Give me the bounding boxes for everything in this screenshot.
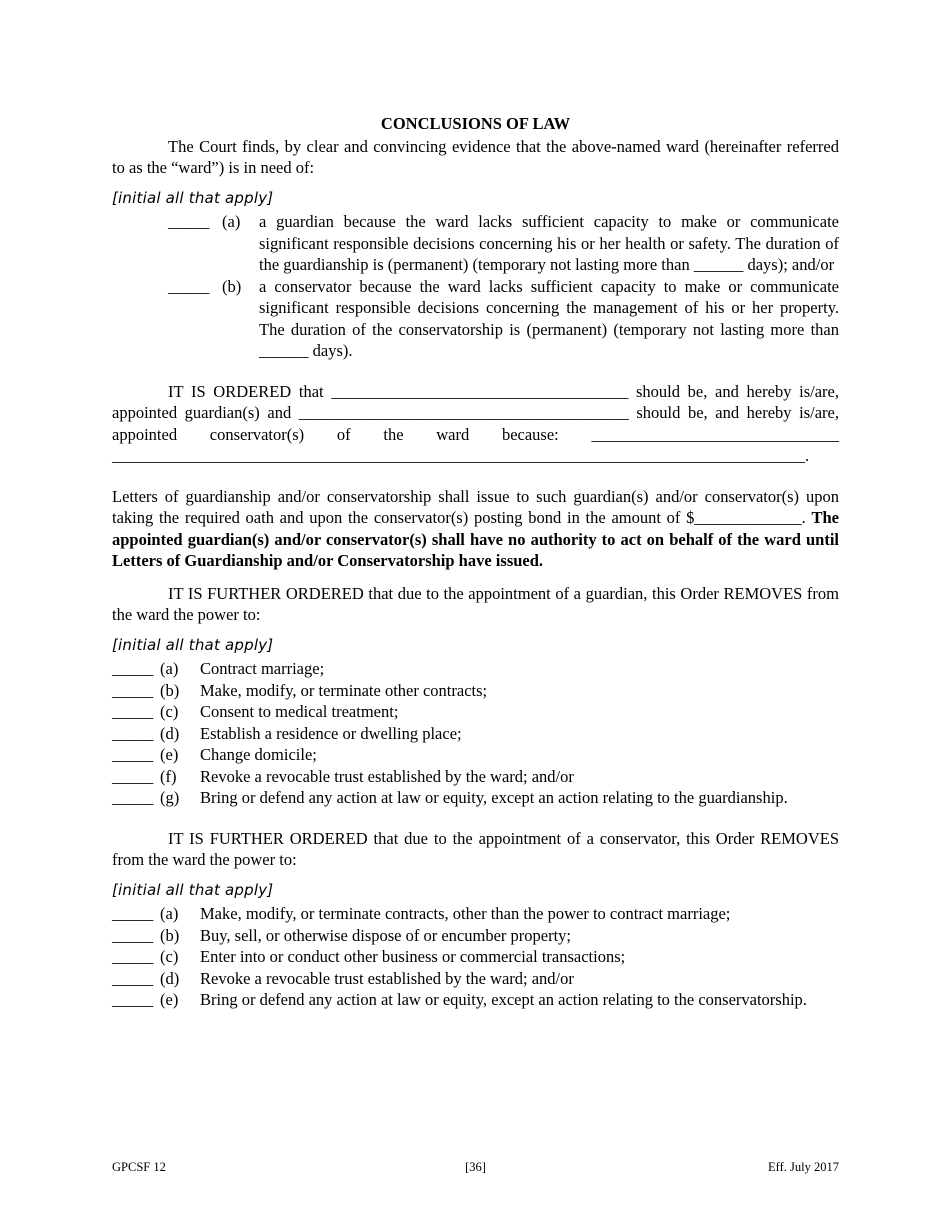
power-text: Make, modify, or terminate other contracts; xyxy=(200,680,488,700)
conservator-power-b xyxy=(112,925,839,947)
further-order-guardian: IT IS FURTHER ORDERED that due to the appointment of a guardian, this Order REMOVES from the ward the power to: xyxy=(112,583,839,624)
initial-blank[interactable]: _____ xyxy=(112,745,154,764)
initial-blank[interactable]: _____ xyxy=(112,659,154,678)
power-label: (a) xyxy=(160,904,179,923)
power-text: Make, modify, or terminate contracts, other than the power to contract marriage; xyxy=(200,904,731,923)
form-id: GPCSF 12 xyxy=(112,1160,166,1174)
further-order-conservator: IT IS FURTHER ORDERED that due to the appointment of a conservator, this Order REMOVES from the ward the power to: xyxy=(112,828,839,869)
initial-blank[interactable]: _____ xyxy=(112,788,154,807)
letters-bold-text: The appointed guardian(s) and/or conservator(s) shall have no authority to act on behalf of the ward until Letters of Guardianship and/or Conservatorship have issued. xyxy=(112,508,839,570)
power-label: (d) xyxy=(160,723,180,743)
page-title: CONCLUSIONS OF LAW xyxy=(380,114,571,133)
initial-blank[interactable]: _____ xyxy=(112,990,154,1009)
power-label: (f) xyxy=(160,766,177,786)
power-label: (a) xyxy=(160,659,179,678)
initial-note-2: [initial all that apply] xyxy=(112,635,274,654)
conservator-power-c xyxy=(112,946,839,968)
initial-note-3: [initial all that apply] xyxy=(112,880,274,899)
conservator-power-e xyxy=(112,989,839,1011)
initial-blank[interactable]: _____ xyxy=(112,766,154,786)
guardian-power-d xyxy=(112,723,839,745)
conservator-power-d xyxy=(112,968,839,990)
guardian-power-c xyxy=(112,701,839,723)
document-page xyxy=(112,113,839,1011)
guardian-power-f xyxy=(112,766,839,788)
power-text: Contract marriage; xyxy=(200,659,325,678)
letters-paragraph xyxy=(112,486,839,572)
option-label: (a) xyxy=(222,212,241,231)
need-option-b xyxy=(168,276,839,362)
power-text: Enter into or conduct other business or commercial transactions; xyxy=(200,947,626,966)
initial-blank[interactable]: _____ xyxy=(112,968,154,988)
initial-blank[interactable]: _____ xyxy=(112,702,154,721)
initial-blank[interactable]: _____ xyxy=(112,947,154,966)
initial-blank[interactable]: _____ xyxy=(112,723,154,743)
guardian-power-e xyxy=(112,744,839,766)
power-text: Revoke a revocable trust established by the ward; and/or xyxy=(200,968,574,988)
power-label: (g) xyxy=(160,788,180,807)
guardian-power-b xyxy=(112,680,839,702)
effective-date: Eff. July 2017 xyxy=(768,1160,839,1174)
initial-note-1: [initial all that apply] xyxy=(112,188,274,207)
power-text: Establish a residence or dwelling place; xyxy=(200,723,462,743)
initial-blank[interactable]: _____ xyxy=(112,904,154,923)
power-label: (c) xyxy=(160,947,179,966)
power-text: Buy, sell, or otherwise dispose of or encumber property; xyxy=(200,925,572,945)
power-label: (d) xyxy=(160,968,180,988)
power-text: Bring or defend any action at law or equity, except an action relating to the conservatorship. xyxy=(200,990,807,1009)
power-label: (e) xyxy=(160,745,179,764)
power-text: Consent to medical treatment; xyxy=(200,702,399,721)
power-text: Bring or defend any action at law or equity, except an action relating to the guardianship. xyxy=(200,788,788,807)
power-label: (e) xyxy=(160,990,179,1009)
option-label: (b) xyxy=(222,276,242,296)
option-text: a guardian because the ward lacks sufficient capacity to make or communicate significant responsible decisions concerning his or her health or safety. The duration of the guardianship is (permanent) (temporary not lasting more than ______ days); and/or xyxy=(259,212,839,274)
conservator-power-a xyxy=(112,903,839,925)
court-finding: The Court finds, by clear and convincing evidence that the above-named ward (hereinafter referred to as the “ward”) is in need of: xyxy=(112,136,839,177)
power-label: (b) xyxy=(160,925,180,945)
option-text: a conservator because the ward lacks sufficient capacity to make or communicate significant responsible decisions concerning the management of his or her property. The duration of the conservatorship is (permanent) (temporary not lasting more than ______ days). xyxy=(259,276,839,360)
guardian-power-g xyxy=(112,787,839,809)
power-label: (c) xyxy=(160,702,179,721)
initial-blank[interactable]: _____ xyxy=(168,212,210,231)
power-text: Change domicile; xyxy=(200,745,317,764)
power-label: (b) xyxy=(160,680,180,700)
page-number: [36] xyxy=(465,1160,486,1174)
initial-blank[interactable]: _____ xyxy=(112,925,154,945)
order-appointment: IT IS ORDERED that ____________________________________ should be, and hereby is/are, appointed guardian(s) and ________________________________________ should be, and hereby is/are, appointed conservator(s) of the ward because: ______________________________ ____________________________________________________________________________________. xyxy=(112,381,839,465)
guardian-power-a xyxy=(112,658,839,680)
power-text: Revoke a revocable trust established by the ward; and/or xyxy=(200,766,574,786)
need-option-a xyxy=(168,211,839,276)
letters-text: Letters of guardianship and/or conservatorship shall issue to such guardian(s) and/or conservator(s) upon taking the required oath and upon the conservator(s) posting bond in the amount of $_____________. xyxy=(112,486,839,527)
initial-blank[interactable]: _____ xyxy=(112,680,154,700)
initial-blank[interactable]: _____ xyxy=(168,276,210,296)
